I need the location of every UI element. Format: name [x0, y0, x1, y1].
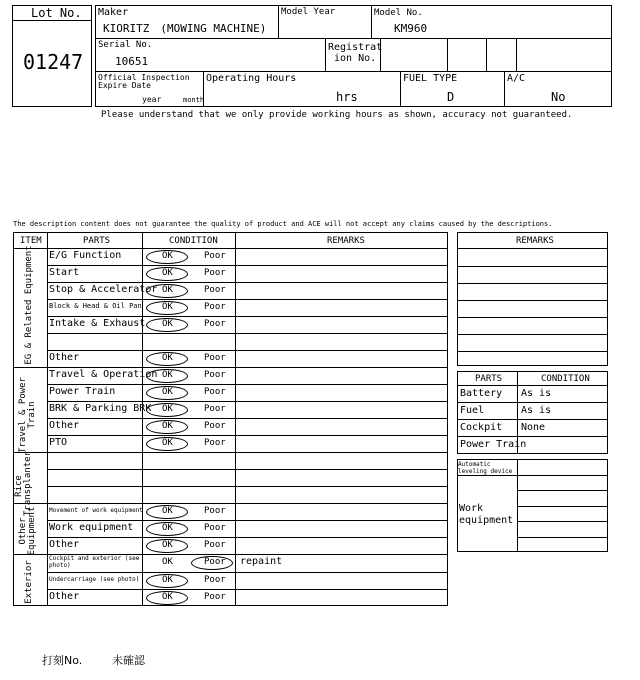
- group-travel-power-train: Travel & Power Train: [18, 377, 38, 453]
- condition-poor: Poor: [204, 539, 226, 550]
- part-label: Other: [49, 538, 80, 550]
- leveling-device-label: Automatic leveling device: [458, 461, 513, 475]
- condition-poor: Poor: [204, 505, 226, 516]
- condition-circle-mark: [146, 250, 188, 264]
- group-eg-related-equipment: EG & Related Equipment: [24, 245, 34, 365]
- grid-line: [13, 452, 448, 453]
- condition-ok: OK: [162, 420, 173, 431]
- condition-poor: Poor: [204, 574, 226, 585]
- part-label: PTO: [49, 436, 68, 448]
- condition-circle-mark: [146, 284, 188, 298]
- stamp-value: 未確認: [112, 654, 145, 667]
- condition-circle-mark: [146, 539, 188, 553]
- right-condition-value: As is: [521, 405, 552, 416]
- condition-poor: Poor: [204, 420, 226, 431]
- hours-unit: hrs: [336, 90, 358, 104]
- model-year-label: Model Year: [281, 7, 336, 17]
- part-label: Block & Head & Oil Pan: [49, 302, 142, 310]
- maker-value: KIORITZ (MOWING MACHINE): [103, 22, 267, 35]
- part-label: Work equipment: [49, 521, 134, 533]
- part-label: Cockpit and exterior (see photo): [49, 555, 140, 569]
- condition-circle-mark: [146, 505, 188, 519]
- grid-line: [47, 520, 448, 521]
- condition-ok: OK: [162, 267, 173, 278]
- model-no-value: KM960: [394, 22, 428, 35]
- condition-ok: OK: [162, 591, 173, 602]
- condition-circle-mark: [146, 352, 188, 366]
- serial-label: Serial No.: [98, 40, 153, 50]
- lot-label: Lot No.: [31, 6, 82, 20]
- serial-value: 10651: [115, 55, 149, 68]
- maker-label: Maker: [98, 7, 129, 18]
- condition-ok: OK: [162, 505, 173, 516]
- condition-circle-mark: [146, 369, 188, 383]
- condition-circle-mark: [146, 318, 188, 332]
- part-label: Intake & Exhaust: [49, 317, 146, 329]
- condition-ok: OK: [162, 437, 173, 448]
- group-exterior: Exterior: [24, 560, 34, 604]
- condition-header: CONDITION: [169, 236, 218, 246]
- remarks-header: REMARKS: [327, 236, 365, 246]
- part-label: E/G Function: [49, 249, 122, 261]
- right-part-label: Power Train: [460, 439, 527, 450]
- condition-poor: Poor: [204, 557, 226, 567]
- work-equipment-label: Work equipment: [459, 503, 514, 526]
- right-parts-header: PARTS: [475, 374, 503, 384]
- inspection-label-line2: Expire Date: [98, 81, 151, 90]
- condition-circle-mark: [146, 420, 188, 434]
- condition-poor: Poor: [204, 369, 226, 380]
- condition-poor: Poor: [204, 386, 226, 397]
- grid-line: [47, 435, 448, 436]
- condition-poor: Poor: [204, 267, 226, 278]
- condition-poor: Poor: [204, 250, 226, 261]
- condition-ok: OK: [162, 574, 173, 585]
- condition-circle-mark: [146, 403, 188, 417]
- condition-poor: Poor: [204, 352, 226, 363]
- grid-line: [47, 333, 448, 334]
- registration-label-line2: ion No.: [334, 53, 377, 64]
- grid-line: [47, 299, 448, 300]
- condition-poor: Poor: [204, 318, 226, 329]
- part-label: Stop & Accelerator: [49, 283, 158, 295]
- condition-poor: Poor: [204, 437, 226, 448]
- remark-text: repaint: [240, 556, 283, 567]
- grid-line: [47, 486, 448, 487]
- model-no-label: Model No.: [374, 8, 423, 18]
- condition-ok: OK: [162, 250, 173, 261]
- condition-ok: OK: [162, 318, 173, 329]
- grid-line: [47, 418, 448, 419]
- condition-circle-mark: [146, 522, 188, 536]
- condition-poor: Poor: [204, 284, 226, 295]
- grid-line: [13, 503, 448, 504]
- condition-ok: OK: [162, 386, 173, 397]
- ac-value: No: [551, 90, 566, 104]
- grid-line: [47, 316, 448, 317]
- grid-line: [47, 265, 448, 266]
- hours-notice: Please understand that we only provide working hours as shown, accuracy not guaranteed.: [101, 110, 573, 120]
- condition-ok: OK: [162, 403, 173, 414]
- condition-ok: OK: [162, 352, 173, 363]
- condition-circle-mark: [146, 574, 188, 588]
- operating-hours-label: Operating Hours: [206, 73, 297, 84]
- condition-ok: OK: [162, 301, 173, 312]
- condition-poor: Poor: [204, 591, 226, 602]
- grid-line: [13, 367, 448, 368]
- condition-ok: OK: [162, 522, 173, 533]
- part-label: Travel & Operation: [49, 368, 158, 380]
- part-label: Other: [49, 351, 80, 363]
- grid-line: [47, 384, 448, 385]
- part-label: Other: [49, 590, 80, 602]
- group-rice-transplanter: Rice Transplanter: [14, 450, 34, 516]
- condition-ok: OK: [162, 369, 173, 380]
- condition-poor: Poor: [204, 403, 226, 414]
- right-part-label: Battery: [460, 388, 503, 399]
- condition-ok: OK: [162, 284, 173, 295]
- registration-label-line1: Registrat: [328, 42, 383, 53]
- lot-number: 01247: [23, 50, 84, 74]
- item-header: ITEM: [20, 236, 42, 246]
- ac-label: A/C: [507, 73, 526, 84]
- part-label: Other: [49, 419, 80, 431]
- condition-circle-mark: [146, 437, 188, 451]
- right-condition-value: As is: [521, 388, 552, 399]
- month-label: month: [183, 96, 205, 104]
- fuel-type-value: D: [447, 90, 455, 104]
- condition-circle-mark: [146, 267, 188, 281]
- grid-line: [47, 282, 448, 283]
- right-remarks-header: REMARKS: [516, 236, 554, 246]
- condition-circle-mark: [191, 556, 233, 570]
- group-other-equipment: Other Equipment: [18, 506, 38, 556]
- year-label: year: [142, 95, 162, 104]
- grid-line: [47, 589, 448, 590]
- condition-poor: Poor: [204, 301, 226, 312]
- inspection-label-line1: Official Inspection: [98, 73, 190, 82]
- stamp-label: 打刻No.: [42, 654, 83, 667]
- grid-line: [47, 350, 448, 351]
- grid-line: [47, 572, 448, 573]
- grid-line: [47, 469, 448, 470]
- part-label: BRK & Parking BRK: [49, 402, 152, 414]
- disclaimer: The description content does not guarantee the quality of product and ACE will not accept any claims caused by the descriptions.: [13, 220, 553, 228]
- parts-header: PARTS: [83, 236, 111, 246]
- condition-circle-mark: [146, 591, 188, 605]
- condition-circle-mark: [146, 301, 188, 315]
- condition-circle-mark: [146, 386, 188, 400]
- right-part-label: Fuel: [460, 405, 485, 416]
- fuel-type-label: FUEL TYPE: [403, 73, 458, 84]
- condition-ok: OK: [162, 539, 173, 550]
- right-condition-value: None: [521, 422, 546, 433]
- right-condition-header: CONDITION: [541, 374, 590, 384]
- condition-poor: Poor: [204, 522, 226, 533]
- condition-ok: OK: [162, 557, 173, 567]
- right-part-label: Cockpit: [460, 422, 503, 433]
- grid-line: [47, 537, 448, 538]
- grid-line: [47, 401, 448, 402]
- part-label: Power Train: [49, 385, 116, 397]
- part-label: Undercarriage (see photo): [49, 575, 140, 583]
- part-label: Movement of work equipment: [49, 506, 143, 514]
- part-label: Start: [49, 266, 80, 278]
